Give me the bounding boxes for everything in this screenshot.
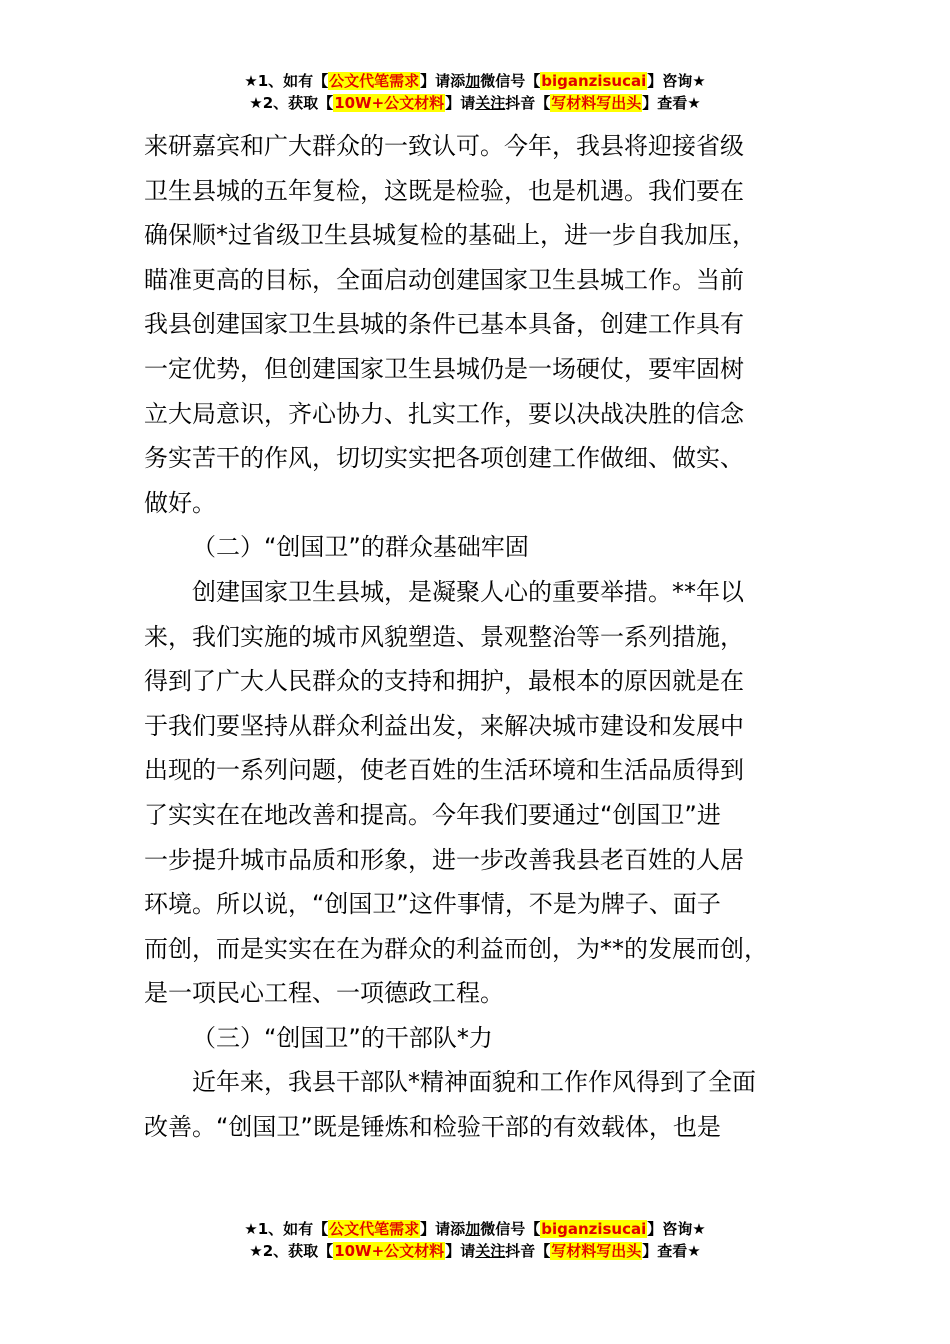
text-line: 卫生县城的五年复检，这既是检验，也是机遇。我们要在 — [144, 176, 744, 205]
text-line: 立大局意识，齐心协力、扎实工作，要以决战决胜的信念 — [144, 399, 744, 428]
banner-line-1: ★1、如有【公文代笔需求】请添加微信号【biganzisucai】咨询★ — [244, 72, 706, 90]
text-line: 得到了广大人民群众的支持和拥护，最根本的原因就是在 — [144, 667, 744, 696]
highlight: 写材料写出头 — [551, 94, 642, 112]
banner-line-2: ★2、获取【10W+公文材料】请关注抖音【写材料写出头】查看★ — [249, 94, 701, 112]
highlight: 10W+公文材料 — [334, 94, 445, 112]
section-heading: （三）“创国卫”的干部队*力 — [192, 1023, 493, 1052]
section-heading: （二）“创国卫”的群众基础牢固 — [192, 533, 529, 562]
text-line: 于我们要坚持从群众利益出发，来解决城市建设和发展中 — [144, 711, 744, 740]
text-line: 务实苦干的作风，切切实实把各项创建工作做细、做实、 — [144, 444, 744, 473]
text-line: 来，我们实施的城市风貌塑造、景观整治等一系列措施， — [144, 622, 744, 651]
highlight: 公文代笔需求 — [329, 1220, 420, 1238]
text-line: 确保顺*过省级卫生县城复检的基础上，进一步自我加压， — [144, 221, 756, 250]
banner-line-1: ★1、如有【公文代笔需求】请添加微信号【biganzisucai】咨询★ — [244, 1220, 706, 1238]
highlight: biganzisucai — [541, 72, 647, 90]
text-line: 近年来，我县干部队*精神面貌和工作作风得到了全面 — [192, 1068, 756, 1097]
text-line: 做好。 — [144, 488, 216, 517]
document-body — [144, 124, 844, 1150]
text-line: 出现的一系列问题，使老百姓的生活环境和生活品质得到 — [144, 756, 744, 785]
banner-line-2: ★2、获取【10W+公文材料】请关注抖音【写材料写出头】查看★ — [249, 1242, 701, 1260]
text-line: 环境。所以说，“创国卫”这件事情，不是为牌子、面子 — [144, 890, 721, 919]
text-line: 是一项民心工程、一项德政工程。 — [144, 979, 504, 1008]
text-line: 来研嘉宾和广大群众的一致认可。今年，我县将迎接省级 — [144, 132, 744, 160]
highlight: 10W+公文材料 — [334, 1242, 445, 1260]
text-line: 而创，而是实实在在为群众的利益而创，为**的发展而创， — [144, 934, 768, 963]
highlight: 写材料写出头 — [551, 1242, 642, 1260]
text-line: 创建国家卫生县城，是凝聚人心的重要举措。**年以 — [192, 577, 744, 606]
footer-banner — [0, 1218, 950, 1262]
text-line: 一定优势，但创建国家卫生县城仍是一场硬仗，要牢固树 — [144, 354, 744, 383]
text-line: 改善。“创国卫”既是锤炼和检验干部的有效载体，也是 — [144, 1113, 721, 1142]
text-line: 瞄准更高的目标，全面启动创建国家卫生县城工作。当前 — [144, 265, 744, 294]
text-line: 一步提升城市品质和形象，进一步改善我县老百姓的人居 — [144, 845, 744, 874]
text-line: 我县创建国家卫生县城的条件已基本具备，创建工作具有 — [144, 310, 744, 339]
text-line: 了实实在在地改善和提高。今年我们要通过“创国卫”进 — [144, 800, 721, 829]
header-banner — [0, 70, 950, 114]
highlight: 公文代笔需求 — [329, 72, 420, 90]
highlight: biganzisucai — [541, 1220, 647, 1238]
